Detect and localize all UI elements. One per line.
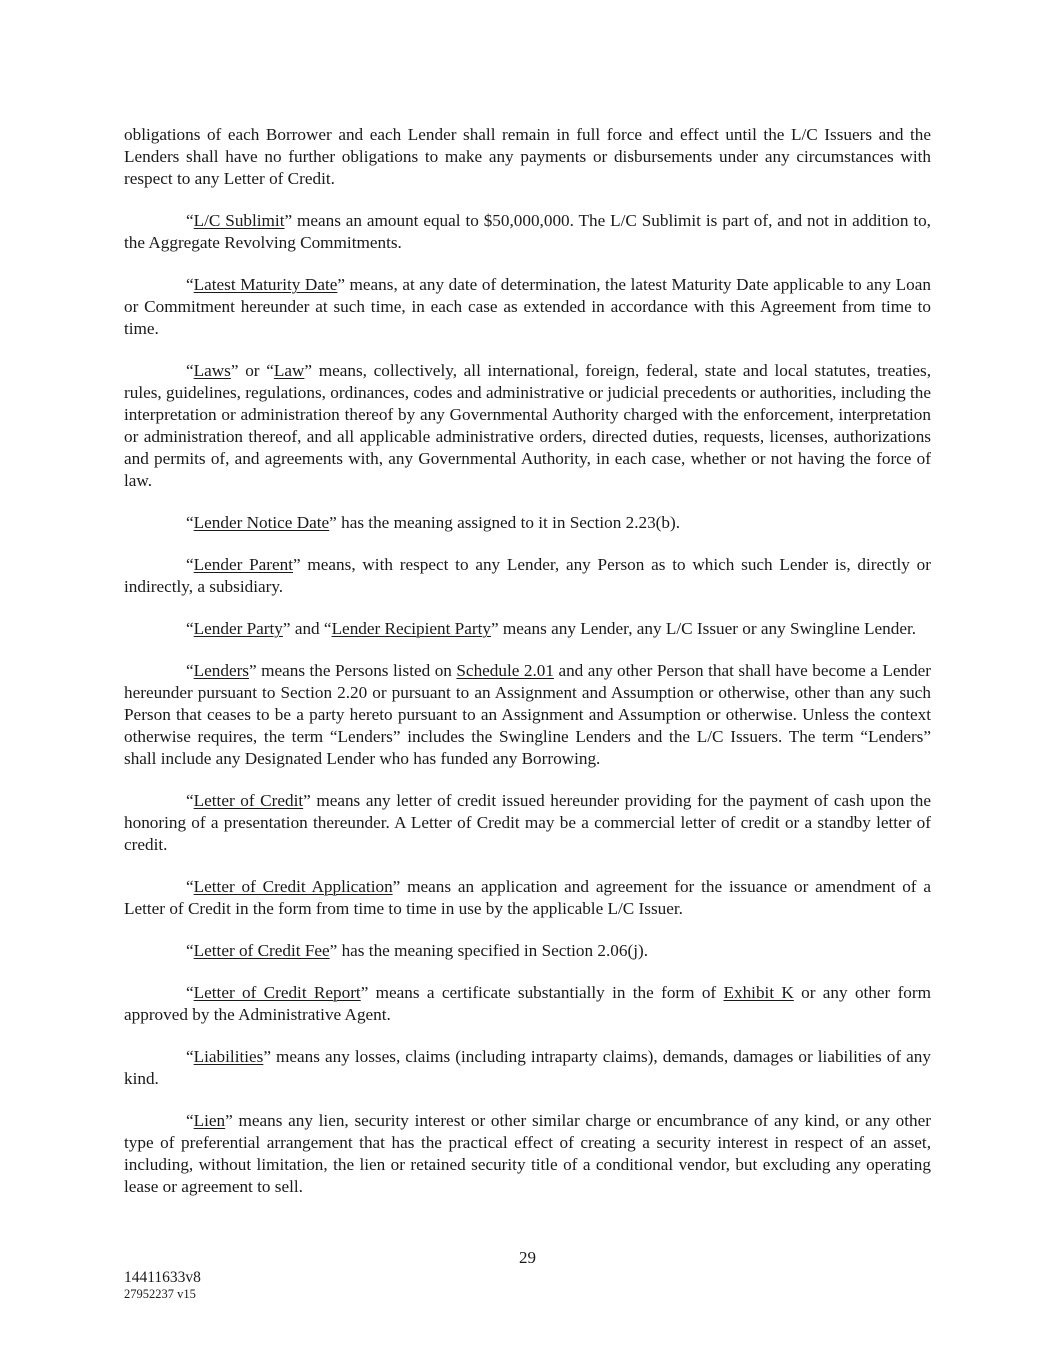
open-quote: “ <box>186 1111 194 1130</box>
definition-text-lead: ” means the Persons listed on <box>249 661 457 680</box>
defined-term-alt: Lender Recipient Party <box>331 619 491 638</box>
definition-liabilities <box>124 1046 931 1090</box>
definition-text: ” means, at any date of determination, the latest Maturity Date applicable to any Loan or Commitment hereunder at such time, in each case as extended in accordance with this Agreement from time to time. <box>124 275 931 338</box>
term-connector: ” or “ <box>230 361 274 380</box>
intro-paragraph: obligations of each Borrower and each Lender shall remain in full force and effect until the L/C Issuers and the Lenders shall have no further obligations to make any payments or disbursements under any circumstances with respect to any Letter of Credit. <box>124 125 931 188</box>
defined-term: Liabilities <box>193 1047 264 1066</box>
open-quote: “ <box>186 513 194 532</box>
defined-term: Latest Maturity Date <box>193 275 338 294</box>
defined-term: L/C Sublimit <box>193 211 285 230</box>
open-quote: “ <box>186 211 194 230</box>
definition-lender-notice-date <box>124 512 931 534</box>
definition-text: ” means any Lender, any L/C Issuer or any Swingline Lender. <box>490 619 917 638</box>
defined-term: Letter of Credit Fee <box>193 941 330 960</box>
document-id-secondary: 27952237 v15 <box>124 1287 196 1301</box>
open-quote: “ <box>186 941 194 960</box>
document-id: 14411633v8 <box>124 1269 201 1286</box>
open-quote: “ <box>186 555 194 574</box>
definition-lien <box>124 1110 931 1198</box>
definition-letter-of-credit-application <box>124 876 931 920</box>
open-quote: “ <box>186 983 194 1002</box>
definition-text: ” means, collectively, all international, foreign, federal, state and local statutes, treaties, rules, guidelines, regulations, ordinances, codes and administrative or judicial precedents or authorities, including the interpretation or administration thereof by any Governmental Authority charged with the enforcement, interpretation or administration thereof, and all applicable administrative orders, directed duties, requests, licenses, authorizations and permits of, and agreements with, any Governmental Authority, in each case, whether or not having the force of law. <box>124 361 932 490</box>
definition-lenders <box>124 660 931 770</box>
definition-text: ” has the meaning assigned to it in Section 2.23(b). <box>329 513 681 532</box>
definition-text: ” means an amount equal to $50,000,000. The L/C Sublimit is part of, and not in addition to, the Aggregate Revolving Commitments. <box>124 211 931 252</box>
open-quote: “ <box>186 361 194 380</box>
defined-term: Lenders <box>193 661 249 680</box>
term-connector: ” and “ <box>282 619 332 638</box>
definition-latest-maturity-date <box>124 274 931 340</box>
definition-letter-of-credit-fee <box>124 940 931 962</box>
defined-term: Letter of Credit Application <box>193 877 393 896</box>
definition-text: ” means, with respect to any Lender, any Person as to which such Lender is, directly or indirectly, a subsidiary. <box>124 555 931 596</box>
open-quote: “ <box>186 1047 194 1066</box>
definition-text: ” has the meaning specified in Section 2.06(j). <box>329 941 649 960</box>
defined-term: Lender Party <box>193 619 283 638</box>
open-quote: “ <box>186 619 194 638</box>
open-quote: “ <box>186 791 194 810</box>
definition-text: ” means any losses, claims (including intraparty claims), demands, damages or liabilities of any kind. <box>124 1047 931 1088</box>
definition-text: ” means any lien, security interest or other similar charge or encumbrance of any kind, or any other type of preferential arrangement that has the practical effect of creating a security interest in respect of an asset, including, without limitation, the lien or retained security title of a conditional vendor, but excluding any operating lease or agreement to sell. <box>124 1111 931 1196</box>
definition-text: or any other form approved by the Administrative Agent. <box>124 983 931 1024</box>
defined-term: Lender Parent <box>193 555 293 574</box>
defined-term: Lender Notice Date <box>193 513 330 532</box>
definition-laws <box>124 360 931 492</box>
definition-letter-of-credit-report <box>124 982 931 1026</box>
defined-term: Lien <box>193 1111 226 1130</box>
page-number: 29 <box>519 1248 536 1267</box>
definition-lc-sublimit <box>124 210 931 254</box>
definition-text-lead: ” means a certificate substantially in the form of <box>360 983 724 1002</box>
schedule-reference: Schedule 2.01 <box>456 661 554 680</box>
definition-lender-party <box>124 618 931 640</box>
definition-lender-parent <box>124 554 931 598</box>
definition-text: ” means an application and agreement for the issuance or amendment of a Letter of Credit in the form from time to time in use by the applicable L/C Issuer. <box>124 877 931 918</box>
definition-letter-of-credit <box>124 790 931 856</box>
definition-text: and any other Person that shall have become a Lender hereunder pursuant to Section 2.20 or pursuant to an Assignment and Assumption or otherwise, other than any such Person that ceases to be a party hereto pursuant to an Assignment and Assumption or otherwise. Unless the context otherwise requires, the term “Lenders” includes the Swingline Lenders and the L/C Issuers. The term “Lenders” shall include any Designated Lender who has funded any Borrowing. <box>124 661 931 768</box>
document-body <box>124 124 931 1218</box>
defined-term: Letter of Credit Report <box>193 983 361 1002</box>
defined-term: Letter of Credit <box>193 791 304 810</box>
open-quote: “ <box>186 877 194 896</box>
open-quote: “ <box>186 275 194 294</box>
defined-term: Laws <box>193 361 231 380</box>
defined-term-alt: Law <box>273 361 305 380</box>
open-quote: “ <box>186 661 194 680</box>
exhibit-reference: Exhibit K <box>723 983 794 1002</box>
definition-text: ” means any letter of credit issued hereunder providing for the payment of cash upon the honoring of a presentation thereunder. A Letter of Credit may be a commercial letter of credit or a standby letter of credit. <box>124 791 931 854</box>
